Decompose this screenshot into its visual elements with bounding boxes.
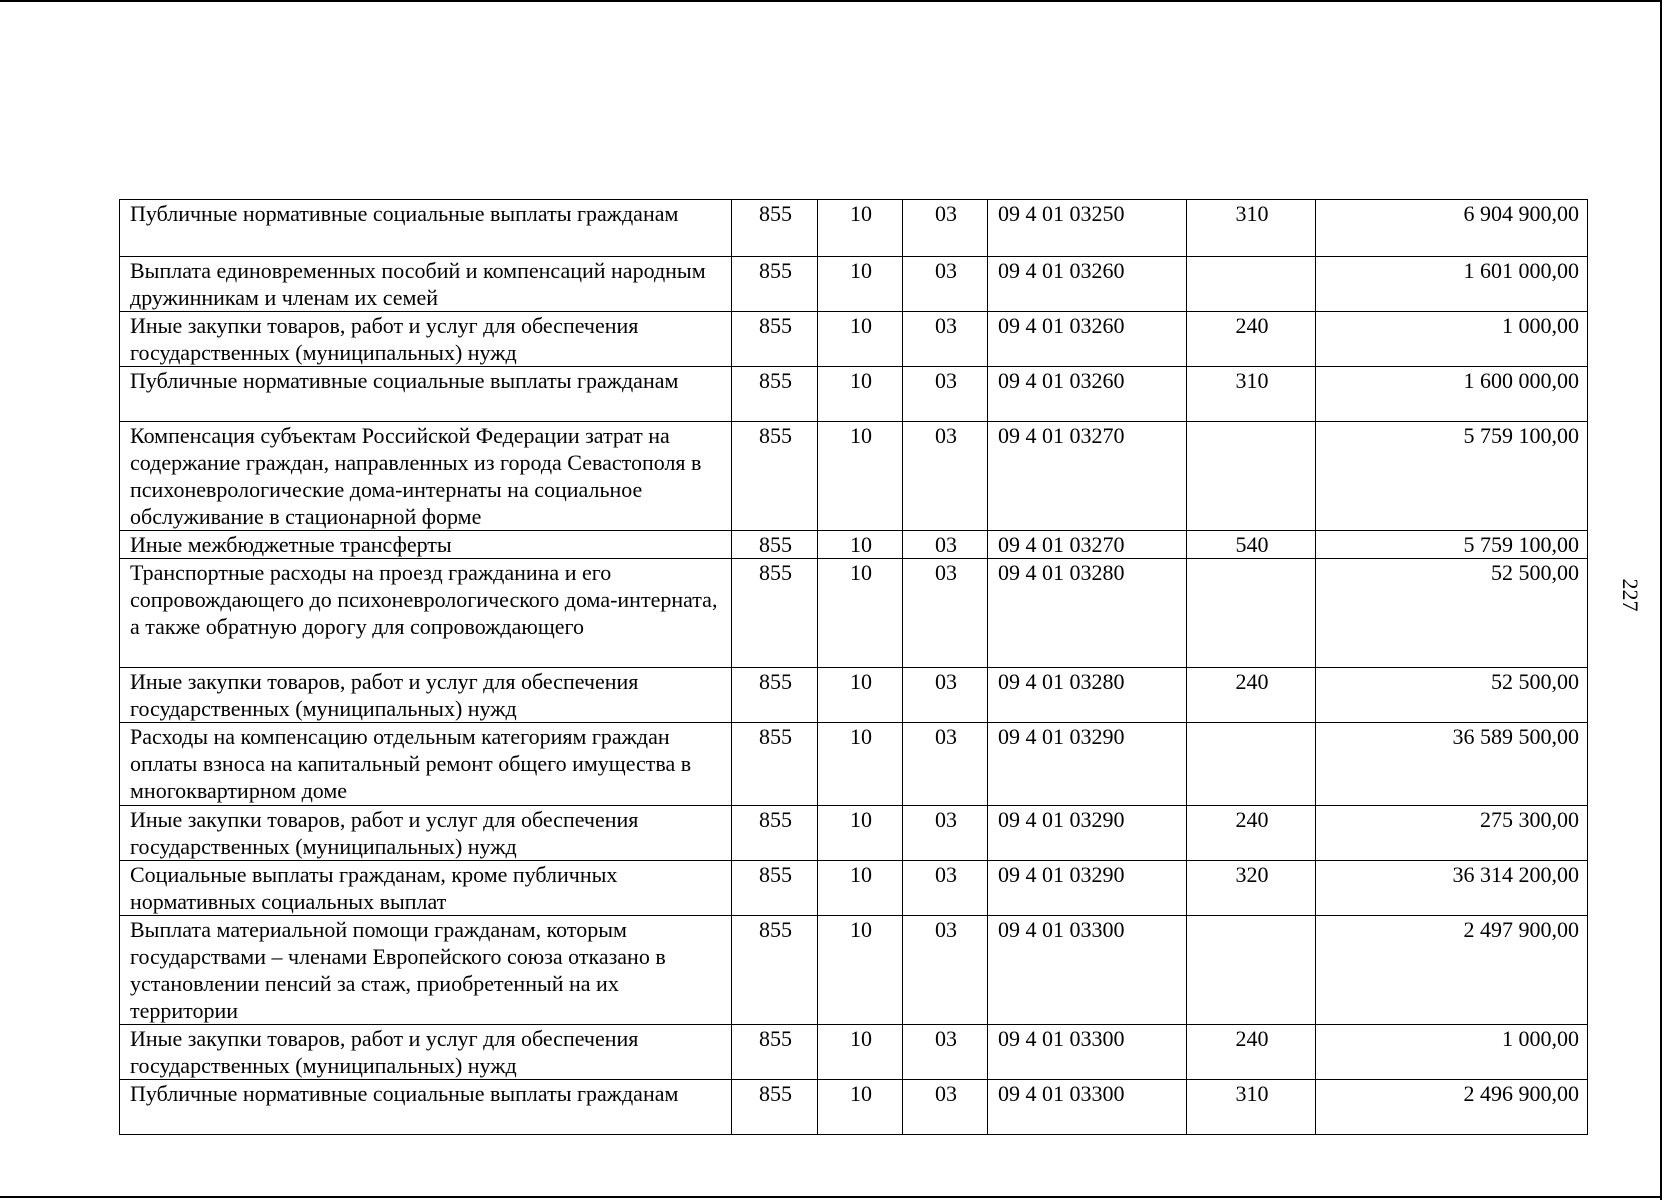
row-sum-cell: 1 601 000,00 (1316, 257, 1588, 312)
row-sum-cell: 6 904 900,00 (1316, 200, 1588, 257)
row-csr-cell: 09 4 01 03250 (988, 200, 1187, 257)
row-rz-cell: 10 (818, 559, 903, 668)
bottom-border-line (0, 1196, 1662, 1198)
row-csr-cell: 09 4 01 03290 (988, 806, 1187, 861)
table-row (120, 806, 1588, 861)
row-grbs-cell: 855 (732, 723, 818, 806)
row-csr-cell: 09 4 01 03290 (988, 861, 1187, 916)
row-csr-cell: 09 4 01 03270 (988, 422, 1187, 531)
row-name-cell: Расходы на компенсацию отдельным категориям граждан оплаты взноса на капитальный ремонт общего имущества в многоквартирном доме (120, 723, 732, 806)
row-pr-cell: 03 (903, 1080, 988, 1135)
row-grbs-cell: 855 (732, 200, 818, 257)
row-csr-cell: 09 4 01 03260 (988, 367, 1187, 422)
table-row (120, 1080, 1588, 1135)
row-sum-cell: 52 500,00 (1316, 559, 1588, 668)
row-pr-cell: 03 (903, 723, 988, 806)
row-csr-cell: 09 4 01 03300 (988, 916, 1187, 1025)
row-rz-cell: 10 (818, 312, 903, 367)
row-vr-cell (1187, 723, 1316, 806)
budget-table (119, 199, 1588, 1135)
row-name-cell: Иные межбюджетные трансферты (120, 531, 732, 559)
row-name-cell: Компенсация субъектам Российской Федерации затрат на содержание граждан, направленных из города Севастополя в психоневрологические дома-интернаты на социальное обслуживание в стационарной форме (120, 422, 732, 531)
row-csr-cell: 09 4 01 03260 (988, 257, 1187, 312)
row-grbs-cell: 855 (732, 806, 818, 861)
row-csr-cell: 09 4 01 03290 (988, 723, 1187, 806)
row-grbs-cell: 855 (732, 422, 818, 531)
top-border-line (0, 0, 1662, 2)
row-pr-cell: 03 (903, 531, 988, 559)
row-rz-cell: 10 (818, 806, 903, 861)
row-pr-cell: 03 (903, 806, 988, 861)
row-grbs-cell: 855 (732, 531, 818, 559)
row-grbs-cell: 855 (732, 1080, 818, 1135)
page-number: 227 (1618, 578, 1643, 612)
row-sum-cell: 5 759 100,00 (1316, 531, 1588, 559)
row-name-cell: Публичные нормативные социальные выплаты гражданам (120, 1080, 732, 1135)
row-pr-cell: 03 (903, 668, 988, 723)
row-name-cell: Транспортные расходы на проезд гражданина и его сопровождающего до психоневрологического дома-интерната, а также обратную дорогу для сопровождающего (120, 559, 732, 668)
row-name-cell: Иные закупки товаров, работ и услуг для обеспечения государственных (муниципальных) нужд (120, 1025, 732, 1080)
row-sum-cell: 275 300,00 (1316, 806, 1588, 861)
row-vr-cell: 320 (1187, 861, 1316, 916)
row-grbs-cell: 855 (732, 1025, 818, 1080)
row-grbs-cell: 855 (732, 367, 818, 422)
table-row (120, 200, 1588, 257)
row-sum-cell: 2 496 900,00 (1316, 1080, 1588, 1135)
table-row (120, 668, 1588, 723)
row-sum-cell: 1 600 000,00 (1316, 367, 1588, 422)
row-name-cell: Выплата единовременных пособий и компенсаций народным дружинникам и членам их семей (120, 257, 732, 312)
row-sum-cell: 1 000,00 (1316, 1025, 1588, 1080)
row-rz-cell: 10 (818, 668, 903, 723)
row-csr-cell: 09 4 01 03280 (988, 559, 1187, 668)
row-rz-cell: 10 (818, 723, 903, 806)
table-row (120, 367, 1588, 422)
row-csr-cell: 09 4 01 03260 (988, 312, 1187, 367)
row-csr-cell: 09 4 01 03300 (988, 1025, 1187, 1080)
row-pr-cell: 03 (903, 422, 988, 531)
row-rz-cell: 10 (818, 257, 903, 312)
row-csr-cell: 09 4 01 03300 (988, 1080, 1187, 1135)
row-grbs-cell: 855 (732, 559, 818, 668)
row-rz-cell: 10 (818, 422, 903, 531)
row-pr-cell: 03 (903, 861, 988, 916)
row-sum-cell: 5 759 100,00 (1316, 422, 1588, 531)
row-pr-cell: 03 (903, 367, 988, 422)
row-name-cell: Социальные выплаты гражданам, кроме публичных нормативных социальных выплат (120, 861, 732, 916)
table-row (120, 257, 1588, 312)
row-vr-cell (1187, 559, 1316, 668)
row-sum-cell: 1 000,00 (1316, 312, 1588, 367)
row-rz-cell: 10 (818, 916, 903, 1025)
row-pr-cell: 03 (903, 312, 988, 367)
row-vr-cell: 310 (1187, 200, 1316, 257)
row-sum-cell: 36 589 500,00 (1316, 723, 1588, 806)
row-pr-cell: 03 (903, 200, 988, 257)
row-sum-cell: 2 497 900,00 (1316, 916, 1588, 1025)
row-sum-cell: 52 500,00 (1316, 668, 1588, 723)
row-rz-cell: 10 (818, 531, 903, 559)
row-rz-cell: 10 (818, 367, 903, 422)
row-pr-cell: 03 (903, 559, 988, 668)
row-csr-cell: 09 4 01 03280 (988, 668, 1187, 723)
row-vr-cell (1187, 257, 1316, 312)
row-name-cell: Иные закупки товаров, работ и услуг для обеспечения государственных (муниципальных) нужд (120, 312, 732, 367)
table-row (120, 531, 1588, 559)
row-name-cell: Иные закупки товаров, работ и услуг для обеспечения государственных (муниципальных) нужд (120, 668, 732, 723)
row-pr-cell: 03 (903, 916, 988, 1025)
row-vr-cell (1187, 916, 1316, 1025)
table-row (120, 312, 1588, 367)
row-csr-cell: 09 4 01 03270 (988, 531, 1187, 559)
row-name-cell: Выплата материальной помощи гражданам, которым государствами – членами Европейского союза отказано в установлении пенсий за стаж, приобретенный на их территории (120, 916, 732, 1025)
row-pr-cell: 03 (903, 1025, 988, 1080)
row-sum-cell: 36 314 200,00 (1316, 861, 1588, 916)
table-row (120, 723, 1588, 806)
table-row (120, 861, 1588, 916)
row-vr-cell: 240 (1187, 312, 1316, 367)
row-name-cell: Публичные нормативные социальные выплаты гражданам (120, 200, 732, 257)
row-rz-cell: 10 (818, 1080, 903, 1135)
budget-table-body (120, 200, 1588, 1135)
row-pr-cell: 03 (903, 257, 988, 312)
row-grbs-cell: 855 (732, 916, 818, 1025)
row-vr-cell: 240 (1187, 806, 1316, 861)
row-vr-cell: 240 (1187, 1025, 1316, 1080)
table-row (120, 559, 1588, 668)
row-name-cell: Иные закупки товаров, работ и услуг для обеспечения государственных (муниципальных) нужд (120, 806, 732, 861)
row-vr-cell: 310 (1187, 367, 1316, 422)
row-rz-cell: 10 (818, 861, 903, 916)
table-row (120, 422, 1588, 531)
row-vr-cell: 310 (1187, 1080, 1316, 1135)
row-grbs-cell: 855 (732, 257, 818, 312)
row-grbs-cell: 855 (732, 312, 818, 367)
row-rz-cell: 10 (818, 200, 903, 257)
row-name-cell: Публичные нормативные социальные выплаты гражданам (120, 367, 732, 422)
table-row (120, 916, 1588, 1025)
row-rz-cell: 10 (818, 1025, 903, 1080)
table-row (120, 1025, 1588, 1080)
row-vr-cell: 240 (1187, 668, 1316, 723)
row-vr-cell (1187, 422, 1316, 531)
row-vr-cell: 540 (1187, 531, 1316, 559)
row-grbs-cell: 855 (732, 668, 818, 723)
row-grbs-cell: 855 (732, 861, 818, 916)
